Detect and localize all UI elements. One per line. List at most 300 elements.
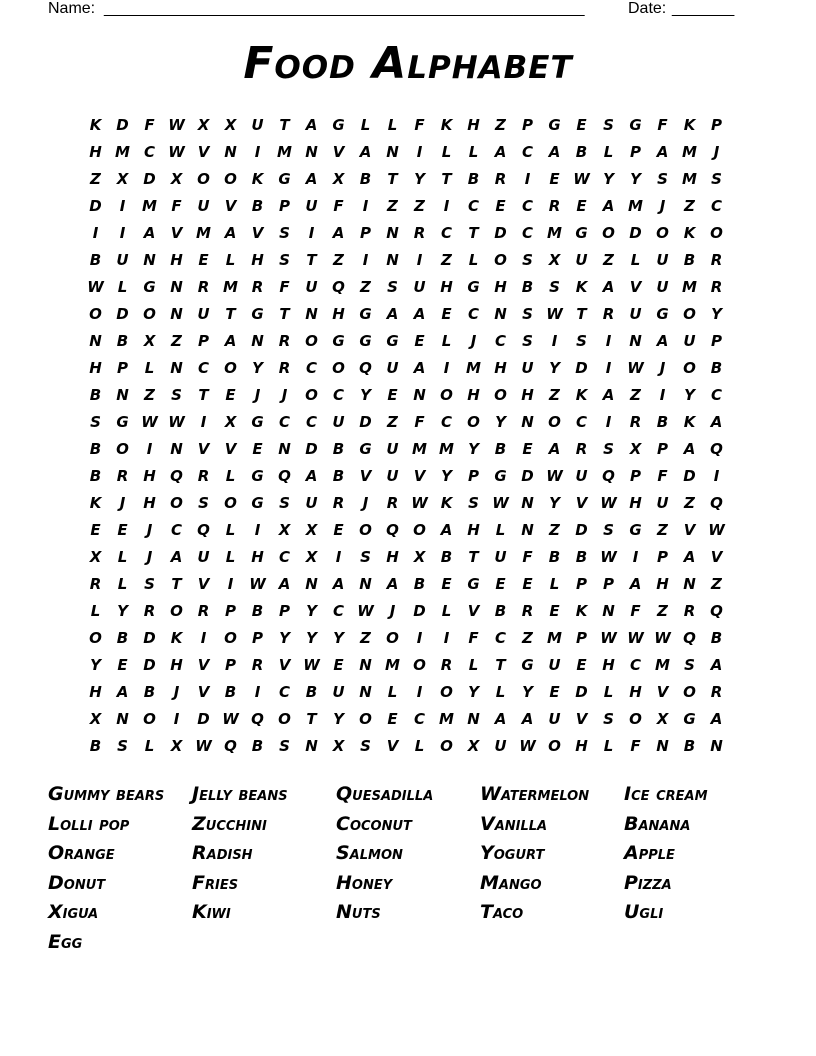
- grid-letter[interactable]: S: [522, 251, 533, 269]
- grid-letter[interactable]: C: [521, 224, 533, 242]
- grid-letter[interactable]: N: [521, 413, 534, 431]
- grid-letter[interactable]: S: [522, 332, 533, 350]
- grid-letter[interactable]: L: [414, 737, 425, 755]
- grid-letter[interactable]: R: [521, 602, 534, 620]
- grid-letter[interactable]: O: [224, 170, 237, 188]
- grid-letter[interactable]: R: [197, 278, 210, 296]
- grid-letter[interactable]: Y: [90, 656, 101, 674]
- grid-letter[interactable]: R: [386, 494, 399, 512]
- grid-letter[interactable]: U: [197, 548, 210, 566]
- grid-letter[interactable]: O: [656, 224, 669, 242]
- grid-letter[interactable]: R: [629, 413, 642, 431]
- grid-letter[interactable]: L: [549, 575, 560, 593]
- grid-letter[interactable]: R: [332, 494, 345, 512]
- grid-letter[interactable]: Z: [144, 386, 155, 404]
- grid-letter[interactable]: J: [659, 359, 666, 377]
- grid-letter[interactable]: C: [440, 413, 452, 431]
- grid-letter[interactable]: O: [170, 602, 183, 620]
- grid-letter[interactable]: X: [224, 413, 237, 431]
- grid-letter[interactable]: T: [171, 575, 182, 593]
- grid-letter[interactable]: M: [682, 143, 697, 161]
- grid-letter[interactable]: T: [225, 305, 236, 323]
- grid-letter[interactable]: N: [629, 332, 642, 350]
- grid-letter[interactable]: F: [171, 197, 182, 215]
- grid-letter[interactable]: Y: [522, 683, 533, 701]
- grid-letter[interactable]: A: [548, 143, 561, 161]
- grid-letter[interactable]: N: [359, 575, 372, 593]
- grid-letter[interactable]: M: [223, 278, 238, 296]
- grid-letter[interactable]: S: [603, 440, 614, 458]
- grid-letter[interactable]: B: [332, 440, 345, 458]
- grid-letter[interactable]: B: [224, 683, 237, 701]
- grid-letter[interactable]: I: [713, 467, 720, 485]
- grid-letter[interactable]: G: [575, 224, 588, 242]
- grid-letter[interactable]: Y: [630, 170, 641, 188]
- grid-letter[interactable]: A: [224, 224, 237, 242]
- grid-letter[interactable]: E: [333, 521, 344, 539]
- grid-letter[interactable]: S: [387, 278, 398, 296]
- grid-letter[interactable]: N: [170, 278, 183, 296]
- grid-letter[interactable]: E: [117, 656, 128, 674]
- grid-letter[interactable]: O: [683, 359, 696, 377]
- grid-letter[interactable]: K: [683, 413, 696, 431]
- grid-letter[interactable]: W: [627, 359, 644, 377]
- grid-letter[interactable]: I: [605, 359, 612, 377]
- grid-letter[interactable]: Z: [603, 251, 614, 269]
- grid-letter[interactable]: M: [547, 629, 562, 647]
- grid-letter[interactable]: V: [170, 224, 183, 242]
- grid-letter[interactable]: I: [416, 683, 423, 701]
- grid-letter[interactable]: Y: [468, 683, 479, 701]
- grid-letter[interactable]: H: [467, 521, 480, 539]
- grid-letter[interactable]: P: [657, 548, 668, 566]
- grid-letter[interactable]: G: [521, 656, 534, 674]
- grid-letter[interactable]: H: [143, 494, 156, 512]
- grid-letter[interactable]: Q: [710, 602, 723, 620]
- grid-letter[interactable]: L: [630, 251, 641, 269]
- grid-letter[interactable]: D: [197, 710, 210, 728]
- grid-letter[interactable]: J: [254, 386, 261, 404]
- grid-letter[interactable]: K: [251, 170, 264, 188]
- grid-letter[interactable]: K: [575, 386, 588, 404]
- grid-letter[interactable]: Q: [710, 494, 723, 512]
- grid-letter[interactable]: Z: [684, 494, 695, 512]
- grid-letter[interactable]: J: [713, 143, 720, 161]
- grid-letter[interactable]: U: [332, 683, 345, 701]
- grid-letter[interactable]: X: [629, 440, 642, 458]
- grid-letter[interactable]: E: [576, 656, 587, 674]
- grid-letter[interactable]: A: [602, 278, 615, 296]
- grid-letter[interactable]: L: [468, 143, 479, 161]
- date-field[interactable]: _______: [672, 0, 735, 17]
- grid-letter[interactable]: X: [170, 170, 183, 188]
- grid-letter[interactable]: U: [305, 197, 318, 215]
- grid-letter[interactable]: E: [198, 251, 209, 269]
- grid-letter[interactable]: V: [359, 467, 372, 485]
- grid-letter[interactable]: A: [602, 197, 615, 215]
- grid-letter[interactable]: D: [575, 683, 588, 701]
- grid-letter[interactable]: K: [440, 494, 453, 512]
- grid-letter[interactable]: K: [89, 494, 102, 512]
- grid-letter[interactable]: H: [602, 656, 615, 674]
- grid-letter[interactable]: T: [306, 710, 317, 728]
- grid-letter[interactable]: I: [173, 710, 180, 728]
- grid-letter[interactable]: U: [656, 494, 669, 512]
- grid-letter[interactable]: B: [548, 548, 561, 566]
- grid-letter[interactable]: N: [710, 737, 723, 755]
- grid-letter[interactable]: W: [600, 548, 617, 566]
- grid-letter[interactable]: N: [305, 575, 318, 593]
- grid-letter[interactable]: Y: [333, 710, 344, 728]
- grid-letter[interactable]: Y: [117, 602, 128, 620]
- grid-letter[interactable]: H: [629, 494, 642, 512]
- grid-letter[interactable]: N: [143, 251, 156, 269]
- grid-letter[interactable]: F: [630, 737, 641, 755]
- grid-letter[interactable]: O: [494, 251, 507, 269]
- grid-letter[interactable]: W: [357, 602, 374, 620]
- grid-letter[interactable]: X: [305, 548, 318, 566]
- grid-letter[interactable]: L: [387, 116, 398, 134]
- grid-letter[interactable]: V: [224, 197, 237, 215]
- grid-letter[interactable]: A: [413, 305, 426, 323]
- grid-letter[interactable]: T: [279, 305, 290, 323]
- grid-letter[interactable]: X: [332, 737, 345, 755]
- grid-letter[interactable]: I: [254, 683, 261, 701]
- grid-letter[interactable]: R: [116, 467, 129, 485]
- grid-letter[interactable]: B: [143, 683, 156, 701]
- grid-letter[interactable]: I: [362, 197, 369, 215]
- grid-letter[interactable]: Q: [197, 521, 210, 539]
- grid-letter[interactable]: V: [251, 224, 264, 242]
- grid-letter[interactable]: M: [439, 710, 454, 728]
- grid-letter[interactable]: Y: [603, 170, 614, 188]
- grid-letter[interactable]: H: [89, 683, 102, 701]
- grid-letter[interactable]: A: [710, 413, 723, 431]
- grid-letter[interactable]: L: [90, 602, 101, 620]
- grid-letter[interactable]: A: [656, 332, 669, 350]
- grid-letter[interactable]: I: [362, 251, 369, 269]
- grid-letter[interactable]: S: [549, 278, 560, 296]
- grid-letter[interactable]: H: [170, 656, 183, 674]
- grid-letter[interactable]: W: [87, 278, 104, 296]
- grid-letter[interactable]: N: [224, 143, 237, 161]
- grid-letter[interactable]: A: [305, 467, 318, 485]
- grid-letter[interactable]: N: [386, 143, 399, 161]
- grid-letter[interactable]: Z: [522, 629, 533, 647]
- grid-letter[interactable]: S: [603, 521, 614, 539]
- grid-letter[interactable]: A: [494, 710, 507, 728]
- grid-letter[interactable]: B: [359, 170, 372, 188]
- grid-letter[interactable]: G: [494, 467, 507, 485]
- grid-letter[interactable]: L: [495, 683, 506, 701]
- grid-letter[interactable]: D: [116, 116, 129, 134]
- grid-letter[interactable]: W: [168, 413, 185, 431]
- grid-letter[interactable]: E: [522, 440, 533, 458]
- grid-letter[interactable]: W: [141, 413, 158, 431]
- grid-letter[interactable]: T: [441, 170, 452, 188]
- grid-letter[interactable]: C: [305, 413, 317, 431]
- grid-letter[interactable]: I: [227, 575, 234, 593]
- grid-letter[interactable]: O: [629, 710, 642, 728]
- grid-letter[interactable]: A: [683, 440, 696, 458]
- grid-letter[interactable]: E: [495, 197, 506, 215]
- grid-letter[interactable]: G: [656, 305, 669, 323]
- grid-letter[interactable]: N: [251, 332, 264, 350]
- grid-letter[interactable]: S: [279, 224, 290, 242]
- grid-letter[interactable]: C: [170, 521, 182, 539]
- grid-letter[interactable]: N: [89, 332, 102, 350]
- grid-letter[interactable]: J: [281, 386, 288, 404]
- grid-letter[interactable]: I: [416, 143, 423, 161]
- grid-letter[interactable]: C: [440, 224, 452, 242]
- grid-letter[interactable]: B: [251, 602, 264, 620]
- grid-letter[interactable]: I: [443, 197, 450, 215]
- grid-letter[interactable]: F: [657, 116, 668, 134]
- grid-letter[interactable]: Y: [684, 386, 695, 404]
- grid-letter[interactable]: Q: [278, 467, 291, 485]
- grid-letter[interactable]: X: [305, 521, 318, 539]
- grid-letter[interactable]: A: [224, 332, 237, 350]
- grid-letter[interactable]: E: [414, 332, 425, 350]
- grid-letter[interactable]: F: [414, 116, 425, 134]
- grid-letter[interactable]: B: [251, 197, 264, 215]
- grid-letter[interactable]: Y: [549, 494, 560, 512]
- grid-letter[interactable]: O: [548, 413, 561, 431]
- grid-letter[interactable]: W: [546, 305, 563, 323]
- grid-letter[interactable]: S: [711, 170, 722, 188]
- grid-letter[interactable]: T: [279, 116, 290, 134]
- grid-letter[interactable]: V: [710, 548, 723, 566]
- grid-letter[interactable]: B: [494, 602, 507, 620]
- grid-letter[interactable]: N: [656, 737, 669, 755]
- grid-letter[interactable]: Z: [495, 116, 506, 134]
- grid-letter[interactable]: A: [521, 710, 534, 728]
- grid-letter[interactable]: A: [278, 575, 291, 593]
- grid-letter[interactable]: S: [279, 251, 290, 269]
- grid-letter[interactable]: J: [659, 197, 666, 215]
- grid-letter[interactable]: Y: [711, 305, 722, 323]
- grid-letter[interactable]: S: [171, 386, 182, 404]
- grid-letter[interactable]: Q: [602, 467, 615, 485]
- grid-letter[interactable]: A: [386, 575, 399, 593]
- grid-letter[interactable]: B: [683, 737, 696, 755]
- grid-letter[interactable]: O: [89, 629, 102, 647]
- grid-letter[interactable]: P: [468, 467, 479, 485]
- grid-letter[interactable]: W: [249, 575, 266, 593]
- grid-letter[interactable]: G: [386, 332, 399, 350]
- grid-letter[interactable]: S: [360, 548, 371, 566]
- grid-letter[interactable]: B: [332, 467, 345, 485]
- grid-letter[interactable]: T: [198, 386, 209, 404]
- grid-letter[interactable]: B: [575, 143, 588, 161]
- grid-letter[interactable]: P: [630, 467, 641, 485]
- grid-letter[interactable]: N: [170, 305, 183, 323]
- grid-letter[interactable]: I: [200, 413, 207, 431]
- grid-letter[interactable]: B: [710, 359, 723, 377]
- grid-letter[interactable]: H: [143, 467, 156, 485]
- grid-letter[interactable]: L: [441, 143, 452, 161]
- grid-letter[interactable]: S: [360, 737, 371, 755]
- grid-letter[interactable]: I: [119, 197, 126, 215]
- grid-letter[interactable]: X: [413, 548, 426, 566]
- grid-letter[interactable]: A: [143, 224, 156, 242]
- grid-letter[interactable]: R: [575, 440, 588, 458]
- grid-letter[interactable]: I: [605, 413, 612, 431]
- grid-letter[interactable]: L: [225, 548, 236, 566]
- grid-letter[interactable]: Y: [360, 386, 371, 404]
- grid-letter[interactable]: C: [494, 629, 506, 647]
- grid-letter[interactable]: W: [546, 467, 563, 485]
- grid-letter[interactable]: H: [521, 386, 534, 404]
- grid-letter[interactable]: G: [359, 332, 372, 350]
- grid-letter[interactable]: K: [683, 116, 696, 134]
- grid-letter[interactable]: C: [575, 413, 587, 431]
- grid-letter[interactable]: S: [144, 575, 155, 593]
- grid-letter[interactable]: B: [89, 440, 102, 458]
- grid-letter[interactable]: V: [197, 575, 210, 593]
- grid-letter[interactable]: Y: [495, 413, 506, 431]
- grid-letter[interactable]: L: [603, 737, 614, 755]
- grid-letter[interactable]: N: [521, 521, 534, 539]
- grid-letter[interactable]: B: [467, 170, 480, 188]
- grid-letter[interactable]: L: [117, 575, 128, 593]
- grid-letter[interactable]: Q: [386, 521, 399, 539]
- grid-letter[interactable]: O: [440, 386, 453, 404]
- grid-letter[interactable]: S: [603, 710, 614, 728]
- grid-letter[interactable]: G: [629, 521, 642, 539]
- grid-letter[interactable]: V: [278, 656, 291, 674]
- grid-letter[interactable]: O: [143, 305, 156, 323]
- grid-letter[interactable]: N: [170, 440, 183, 458]
- grid-letter[interactable]: K: [89, 116, 102, 134]
- grid-letter[interactable]: H: [656, 575, 669, 593]
- grid-letter[interactable]: O: [305, 332, 318, 350]
- grid-letter[interactable]: B: [494, 440, 507, 458]
- grid-letter[interactable]: A: [332, 575, 345, 593]
- grid-letter[interactable]: Z: [630, 386, 641, 404]
- grid-letter[interactable]: N: [305, 305, 318, 323]
- grid-letter[interactable]: B: [89, 737, 102, 755]
- grid-letter[interactable]: Q: [251, 710, 264, 728]
- grid-letter[interactable]: W: [708, 521, 725, 539]
- grid-letter[interactable]: G: [467, 575, 480, 593]
- grid-letter[interactable]: Y: [414, 170, 425, 188]
- grid-letter[interactable]: G: [143, 278, 156, 296]
- grid-letter[interactable]: A: [602, 386, 615, 404]
- grid-letter[interactable]: U: [575, 251, 588, 269]
- grid-letter[interactable]: C: [521, 143, 533, 161]
- grid-letter[interactable]: R: [710, 278, 723, 296]
- name-field[interactable]: ______________________________________________________: [104, 0, 585, 17]
- grid-letter[interactable]: A: [116, 683, 129, 701]
- grid-letter[interactable]: P: [657, 440, 668, 458]
- grid-letter[interactable]: G: [251, 494, 264, 512]
- grid-letter[interactable]: L: [468, 251, 479, 269]
- grid-letter[interactable]: Z: [333, 251, 344, 269]
- grid-letter[interactable]: N: [386, 251, 399, 269]
- grid-letter[interactable]: G: [251, 467, 264, 485]
- grid-letter[interactable]: U: [332, 413, 345, 431]
- grid-letter[interactable]: O: [89, 305, 102, 323]
- grid-letter[interactable]: H: [629, 683, 642, 701]
- grid-letter[interactable]: C: [413, 710, 425, 728]
- grid-letter[interactable]: A: [548, 440, 561, 458]
- grid-letter[interactable]: O: [413, 656, 426, 674]
- grid-letter[interactable]: E: [90, 521, 101, 539]
- grid-letter[interactable]: X: [656, 710, 669, 728]
- grid-letter[interactable]: R: [278, 359, 291, 377]
- grid-letter[interactable]: M: [412, 440, 427, 458]
- grid-letter[interactable]: I: [524, 170, 531, 188]
- grid-letter[interactable]: H: [494, 359, 507, 377]
- grid-letter[interactable]: R: [197, 467, 210, 485]
- grid-letter[interactable]: A: [332, 224, 345, 242]
- grid-letter[interactable]: R: [602, 305, 615, 323]
- grid-letter[interactable]: O: [278, 710, 291, 728]
- grid-letter[interactable]: T: [576, 305, 587, 323]
- grid-letter[interactable]: V: [197, 656, 210, 674]
- grid-letter[interactable]: Z: [171, 332, 182, 350]
- grid-letter[interactable]: Y: [306, 629, 317, 647]
- grid-letter[interactable]: E: [549, 683, 560, 701]
- grid-letter[interactable]: D: [521, 467, 534, 485]
- grid-letter[interactable]: E: [387, 386, 398, 404]
- grid-letter[interactable]: D: [116, 305, 129, 323]
- grid-letter[interactable]: D: [89, 197, 102, 215]
- grid-letter[interactable]: X: [197, 116, 210, 134]
- grid-letter[interactable]: C: [629, 656, 641, 674]
- grid-letter[interactable]: A: [494, 143, 507, 161]
- grid-letter[interactable]: D: [143, 656, 156, 674]
- grid-letter[interactable]: G: [278, 170, 291, 188]
- grid-letter[interactable]: V: [332, 143, 345, 161]
- grid-letter[interactable]: N: [116, 710, 129, 728]
- grid-letter[interactable]: Y: [306, 602, 317, 620]
- grid-letter[interactable]: F: [144, 116, 155, 134]
- grid-letter[interactable]: N: [521, 494, 534, 512]
- grid-letter[interactable]: S: [657, 170, 668, 188]
- grid-letter[interactable]: I: [605, 332, 612, 350]
- grid-letter[interactable]: Z: [360, 278, 371, 296]
- grid-letter[interactable]: F: [657, 467, 668, 485]
- grid-letter[interactable]: O: [683, 305, 696, 323]
- grid-letter[interactable]: D: [575, 521, 588, 539]
- grid-letter[interactable]: R: [89, 575, 102, 593]
- grid-letter[interactable]: G: [467, 278, 480, 296]
- grid-letter[interactable]: B: [521, 278, 534, 296]
- grid-letter[interactable]: A: [656, 143, 669, 161]
- grid-letter[interactable]: L: [225, 251, 236, 269]
- grid-letter[interactable]: U: [197, 197, 210, 215]
- grid-letter[interactable]: A: [683, 548, 696, 566]
- grid-letter[interactable]: M: [682, 278, 697, 296]
- grid-letter[interactable]: T: [495, 656, 506, 674]
- grid-letter[interactable]: P: [360, 224, 371, 242]
- grid-letter[interactable]: O: [413, 521, 426, 539]
- grid-letter[interactable]: A: [413, 359, 426, 377]
- grid-letter[interactable]: U: [197, 305, 210, 323]
- grid-letter[interactable]: B: [575, 548, 588, 566]
- grid-letter[interactable]: G: [359, 305, 372, 323]
- grid-letter[interactable]: L: [360, 116, 371, 134]
- grid-letter[interactable]: G: [683, 710, 696, 728]
- grid-letter[interactable]: B: [89, 467, 102, 485]
- grid-letter[interactable]: S: [684, 656, 695, 674]
- grid-letter[interactable]: N: [467, 710, 480, 728]
- grid-letter[interactable]: I: [632, 548, 639, 566]
- grid-letter[interactable]: P: [576, 629, 587, 647]
- grid-letter[interactable]: W: [222, 710, 239, 728]
